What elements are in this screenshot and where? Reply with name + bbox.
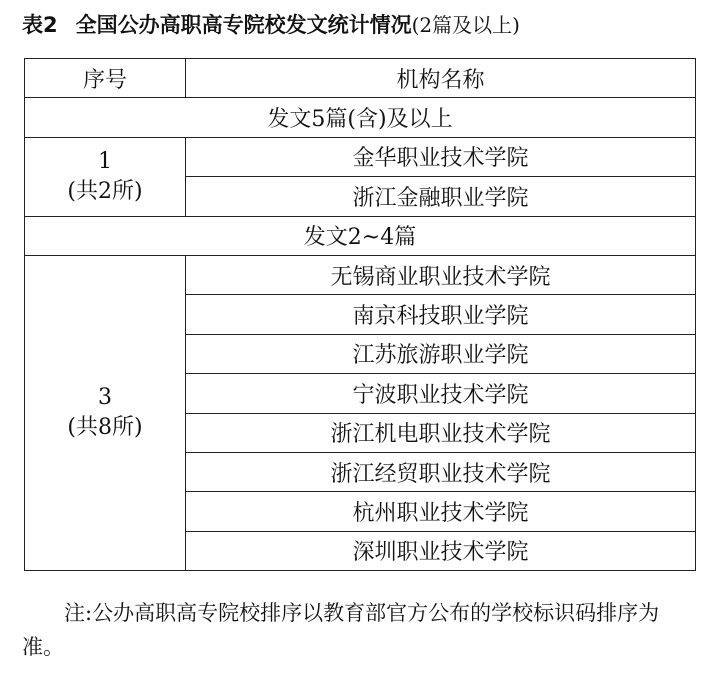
group-index-cell bbox=[25, 137, 186, 216]
section-heading: 发文2~4篇 bbox=[25, 216, 696, 255]
section-row bbox=[25, 216, 696, 255]
group-index: 3 bbox=[98, 385, 112, 411]
institution-name: 浙江经贸职业技术学院 bbox=[186, 452, 696, 491]
institution-name: 杭州职业技术学院 bbox=[186, 492, 696, 531]
header-index: 序号 bbox=[25, 59, 186, 98]
table-subtitle: (2篇及以上) bbox=[411, 13, 520, 37]
section-row bbox=[25, 98, 696, 137]
institution-name: 江苏旅游职业学院 bbox=[186, 334, 696, 373]
institution-name: 南京科技职业学院 bbox=[186, 295, 696, 334]
institution-name: 宁波职业技术学院 bbox=[186, 374, 696, 413]
footnote: 注:公办高职高专院校排序以教育部官方公布的学校标识码排序为准。 bbox=[22, 601, 660, 659]
table-row bbox=[25, 255, 696, 294]
section-heading: 发文5篇(含)及以上 bbox=[25, 98, 696, 137]
group-index-cell bbox=[25, 255, 186, 570]
table-title: 全国公办高职高专院校发文统计情况 bbox=[75, 13, 412, 37]
institution-name: 无锡商业职业技术学院 bbox=[186, 255, 696, 294]
institution-name: 浙江金融职业学院 bbox=[186, 177, 696, 216]
statistics-table bbox=[24, 58, 696, 571]
header-institution: 机构名称 bbox=[186, 59, 696, 98]
institution-name: 浙江机电职业技术学院 bbox=[186, 413, 696, 452]
group-count: (共2所) bbox=[67, 178, 143, 204]
group-count: (共8所) bbox=[67, 415, 143, 441]
institution-name: 金华职业技术学院 bbox=[186, 137, 696, 176]
table-number: 表2 bbox=[22, 13, 58, 37]
institution-name: 深圳职业技术学院 bbox=[186, 531, 696, 570]
table-caption bbox=[22, 8, 712, 42]
group-index: 1 bbox=[98, 148, 112, 174]
header-row bbox=[25, 59, 696, 98]
table-row bbox=[25, 137, 696, 176]
